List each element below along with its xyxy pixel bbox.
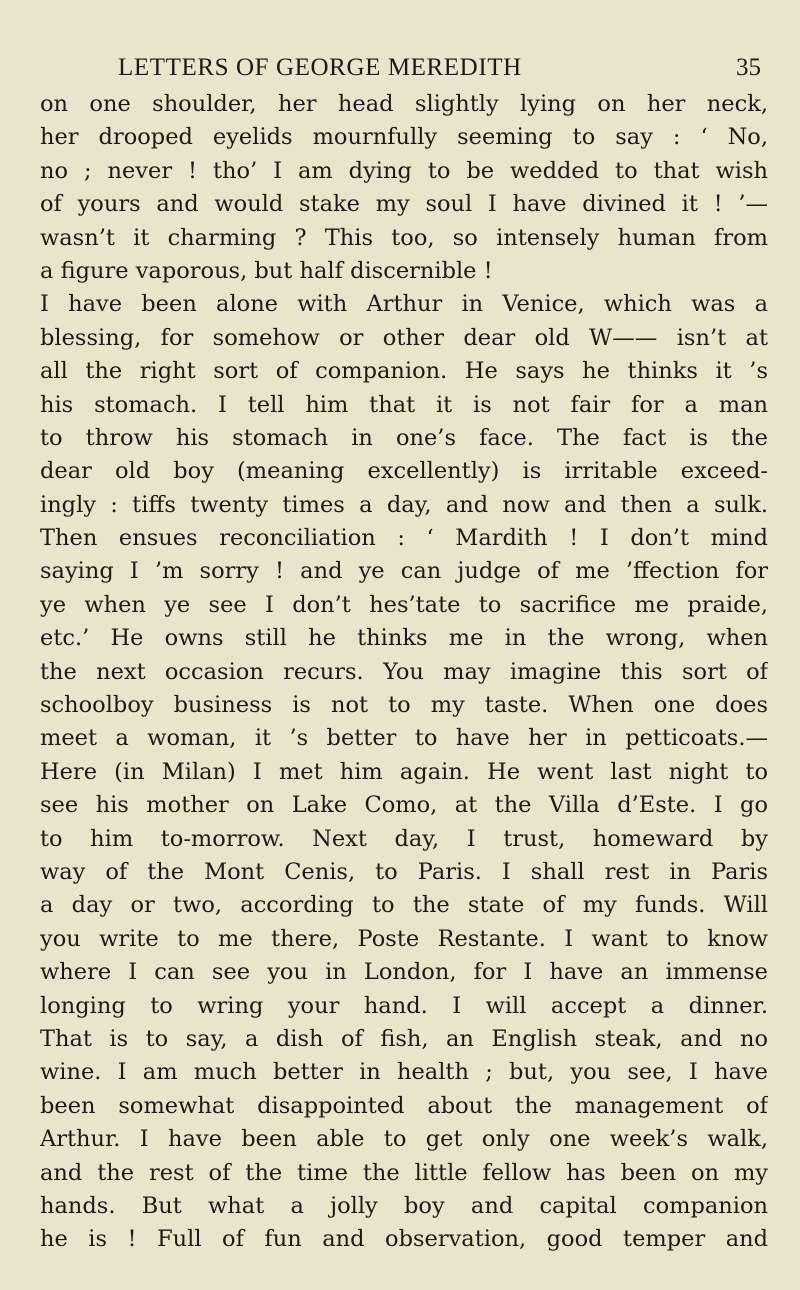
text-line: hands. But what a jolly boy and capital companion [40, 1192, 768, 1219]
text-line: Then ensues reconciliation : ‘ Mardith ! I don’t mind [40, 525, 768, 552]
text-line: Here (in Milan) I met him again. He went last night to [40, 758, 768, 785]
text-line: his stomach. I tell him that it is not fair for a man [40, 391, 768, 418]
letter-body [40, 88, 768, 1257]
text-line: saying I ’m sorry ! and ye can judge of me ’ffection for [40, 558, 768, 585]
text-line: meet a woman, it ’s better to have her in petticoats.— [40, 725, 768, 752]
text-line: I have been alone with Arthur in Venice, which was a [40, 291, 768, 318]
text-line: been somewhat disappointed about the management of [40, 1092, 768, 1119]
running-title: LETTERS OF GEORGE MEREDITH [118, 54, 522, 81]
text-line: way of the Mont Cenis, to Paris. I shall rest in Paris [40, 858, 768, 885]
page-number: 35 [736, 54, 761, 81]
text-line: to him to-morrow. Next day, I trust, homeward by [40, 825, 768, 852]
text-line: schoolboy business is not to my taste. When one does [40, 692, 768, 719]
text-line: a figure vaporous, but half discernible ! [40, 257, 493, 284]
text-line: you write to me there, Poste Restante. I want to know [40, 925, 768, 952]
text-line: wine. I am much better in health ; but, you see, I have [40, 1059, 768, 1086]
text-line: etc.’ He owns still he thinks me in the wrong, when [40, 625, 768, 652]
text-line: Arthur. I have been able to get only one week’s walk, [40, 1126, 768, 1153]
text-line: ye when ye see I don’t hes’tate to sacrifice me praide, [40, 591, 768, 618]
text-line: her drooped eyelids mournfully seeming to say : ‘ No, [40, 124, 768, 151]
text-line: see his mother on Lake Como, at the Villa d’Este. I go [40, 792, 768, 819]
text-line: on one shoulder, her head slightly lying on her neck, [40, 91, 768, 117]
text-line: where I can see you in London, for I have an immense [40, 959, 768, 986]
text-line: dear old boy (meaning excellently) is irritable exceed- [40, 458, 768, 485]
text-line: and the rest of the time the little fellow has been on my [40, 1159, 768, 1186]
text-line: blessing, for somehow or other dear old W—— isn’t at [40, 324, 768, 351]
text-line: the next occasion recurs. You may imagine this sort of [40, 658, 768, 685]
text-line: wasn’t it charming ? This too, so intensely human from [40, 224, 768, 251]
text-line: all the right sort of companion. He says he thinks it ’s [40, 358, 768, 385]
text-line: ingly : tiffs twenty times a day, and now and then a sulk. [40, 491, 768, 518]
text-line: to throw his stomach in one’s face. The fact is the [40, 424, 768, 451]
text-line: a day or two, according to the state of my funds. Will [40, 892, 768, 919]
text-line: That is to say, a dish of fish, an English steak, and no [40, 1025, 768, 1052]
text-line: longing to wring your hand. I will accept a dinner. [40, 992, 768, 1019]
text-line: of yours and would stake my soul I have divined it ! ’— [40, 191, 768, 218]
text-line: he is ! Full of fun and observation, good temper and [40, 1226, 768, 1253]
text-line: no ; never ! tho’ I am dying to be wedded to that wish [40, 157, 768, 184]
